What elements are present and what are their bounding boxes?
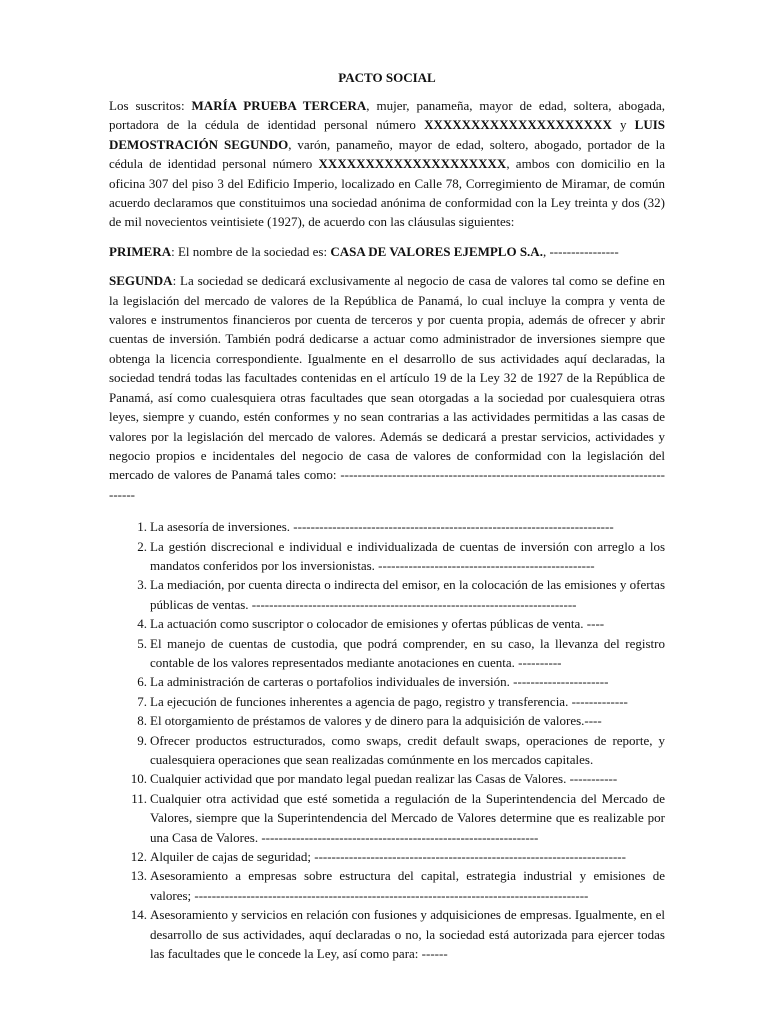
clause-text: : La sociedad se dedicará exclusivamente al negocio de casa de valores tal como se define en la legislación del mercado de valores de la República de Panamá, lo cual incluye la compra y venta de valores e instrumentos financieros por cuenta de terceros y por cuenta propia, además de ofrecer y abrir cuentas de inversión. También podrá dedicarse a actuar como administrador de inversiones siempre que obtenga la licencia correspondiente. Igualmente en el desarrollo de sus actividades aquí declaradas, la sociedad tendrá todas las facultades contenidas en el artículo 19 de la Ley 32 de 1927 de la República de Panamá, así como cualesquiera otras facultades que sean otorgadas a la sociedad por cualesquiera otras leyes, siempre y cuando, estén conformes y no sean contrarias a las actividades permitidas a las casas de valores por la legislación del mercado de valores. Además se dedicará a prestar servicios, actividades y negocio propios e incidentales del negocio de casa de valores de conformidad con la legislación del mercado de valores de Panamá tales como: --------------------------------------------------------------------------------- — [109, 273, 665, 502]
intro-text: , varón, panameño, mayor de edad, soltero, abogado, portador de la cédula de identidad personal número — [109, 136, 665, 172]
clause-segunda — [109, 271, 665, 504]
list-item — [109, 711, 665, 730]
list-item — [109, 634, 665, 673]
list-item-number: 8. — [137, 713, 147, 729]
clause-label-primera: PRIMERA — [109, 243, 172, 259]
list-item-number: 9. — [137, 732, 147, 748]
clause-primera — [109, 242, 665, 261]
list-item — [109, 672, 665, 691]
list-item-text: La ejecución de funciones inherentes a agencia de pago, registro y transferencia. ------------- — [150, 693, 628, 709]
list-item — [109, 789, 665, 847]
party-name-2: LUIS DEMOSTRACIÓN SEGUNDO — [109, 117, 666, 152]
id-number-1: XXXXXXXXXXXXXXXXXXXX — [424, 117, 612, 133]
list-item — [109, 537, 665, 576]
list-item — [109, 692, 665, 711]
document-title: PACTO SOCIAL — [338, 70, 436, 85]
clause-label-segunda: SEGUNDA — [109, 273, 173, 289]
list-item-number: 4. — [137, 616, 147, 632]
list-item — [109, 905, 665, 963]
list-item — [109, 575, 665, 614]
list-item-text: Cualquier actividad que por mandato legal puedan realizar las Casas de Valores. ----------- — [150, 771, 618, 787]
list-item-text: Cualquier otra actividad que esté sometida a regulación de la Superintendencia del Mercado de Valores, siempre que la Superintendencia del Mercado de Valores determine que es realizable por una Casa de Valores. ---------------------------------------------------------------- — [150, 790, 665, 845]
list-item-number: 6. — [137, 674, 147, 690]
list-item-text: La administración de carteras o portafolios individuales de inversión. ---------------------- — [150, 674, 609, 690]
list-item — [109, 731, 665, 770]
list-item-text: Ofrecer productos estructurados, como swaps, credit default swaps, operaciones de reporte, y cualesquiera operaciones que sean realizadas comúnmente en los mercados capitales. — [150, 732, 665, 767]
list-item-number: 3. — [137, 577, 147, 593]
list-item — [109, 614, 665, 633]
clause-text: : El nombre de la sociedad es: — [171, 243, 331, 259]
list-item-text: La gestión discrecional e individual e individualizada de cuentas de inversión con arreglo a los mandatos conferidos por los inversionistas. -------------------------------------------------- — [150, 538, 665, 573]
list-item-number: 1. — [137, 519, 147, 535]
list-item-text: La asesoría de inversiones. -------------------------------------------------------------------------- — [150, 519, 614, 535]
company-name: CASA DE VALORES EJEMPLO S.A. — [330, 243, 543, 259]
list-item-text: Asesoramiento y servicios en relación con fusiones y adquisiciones de empresas. Igualmente, en el desarrollo de sus actividades, aquí declaradas o no, la sociedad está autorizada para ejercer todas las facultades que le concede la Ley, así como para: ------ — [150, 907, 665, 962]
list-item-number: 12. — [130, 849, 147, 865]
list-item-text: Alquiler de cajas de seguridad; ------------------------------------------------------------------------ — [150, 849, 626, 865]
list-item — [109, 517, 665, 536]
intro-text: , mujer, panameña, mayor de edad, soltera, abogada, portadora de la cédula de identidad personal número — [109, 98, 665, 133]
list-item-number: 2. — [137, 538, 147, 554]
party-name-1: MARÍA PRUEBA TERCERA — [191, 98, 367, 113]
list-item — [109, 847, 665, 866]
list-item-text: La mediación, por cuenta directa o indirecta del emisor, en la colocación de las emisiones y ofertas públicas de ventas. --------------------------------------------------------------------------- — [150, 577, 665, 612]
list-item-number: 11. — [131, 790, 147, 806]
intro-text: , ambos con domicilio en la oficina 307 del piso 3 del Edificio Imperio, localizado en Calle 78, Corregimiento de Miramar, de común acuerdo declaramos que constituimos una sociedad anónima de conformidad con la Ley treinta y dos (32) de mil novecientos veintisiete (1927), de acuerdo con las cláusulas siguientes: — [109, 156, 665, 230]
list-item — [109, 866, 665, 905]
intro-text: Los suscritos: — [109, 98, 192, 113]
list-item-number: 5. — [137, 635, 147, 651]
clause-text: , ---------------- — [542, 243, 619, 259]
intro-text: y — [611, 117, 635, 133]
list-item-number: 10. — [130, 771, 147, 787]
id-number-2: XXXXXXXXXXXXXXXXXXXX — [318, 156, 507, 172]
list-item-number: 7. — [137, 693, 147, 709]
list-item-number: 14. — [130, 907, 147, 923]
list-item-text: El manejo de cuentas de custodia, que podrá comprender, en su caso, la llevanza del registro contable de los valores representados mediante anotaciones en cuenta. ---------- — [150, 635, 665, 670]
list-item-text: Asesoramiento a empresas sobre estructura del capital, estrategia industrial y emisiones de valores; ------------------------------------------------------------------------------------------- — [150, 868, 665, 903]
list-item-text: El otorgamiento de préstamos de valores y de dinero para la adquisición de valores.---- — [150, 713, 602, 729]
activities-list — [109, 517, 665, 963]
list-item — [109, 769, 665, 788]
list-item-text: La actuación como suscriptor o colocador de emisiones y ofertas públicas de venta. ---- — [150, 616, 605, 632]
list-item-number: 13. — [130, 868, 147, 884]
intro-paragraph — [109, 96, 665, 232]
